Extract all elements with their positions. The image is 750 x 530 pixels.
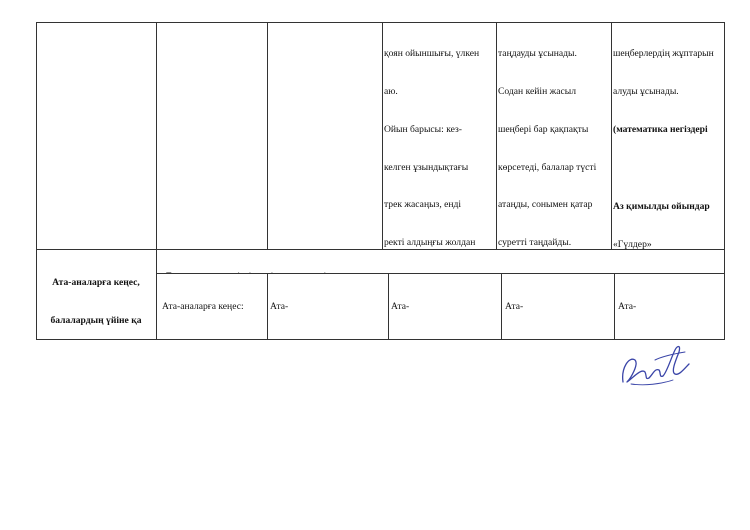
col4-line: қоян ойыншығы, үлкен <box>384 48 480 60</box>
table-left-border <box>36 22 37 340</box>
col6-line: алуды ұсынады. <box>613 85 679 97</box>
col-divider-1 <box>156 22 157 340</box>
col4-line: аю. <box>384 85 398 97</box>
label-line: балалардың үйіне қа <box>50 314 142 326</box>
advice-cell-4 <box>505 276 613 338</box>
col4-line: келген ұзындықтағы <box>384 161 469 173</box>
col-divider-3 <box>382 22 383 250</box>
subrow-divider <box>156 273 725 274</box>
signature-image <box>615 338 695 390</box>
col5-line: таңдауды ұсынады. <box>498 48 577 60</box>
col6-subject-label: (математика негіздері <box>613 123 708 135</box>
col6-game-type: Аз қимылды ойындар <box>613 200 710 212</box>
col6-line: шеңберлердің жұптарын <box>613 48 714 60</box>
parents-row-label <box>38 252 154 338</box>
col5-line: шеңбері бар қақпақты <box>498 123 589 135</box>
col5-line: суретті таңдайды. <box>498 237 572 249</box>
advice-cell-5 <box>618 276 723 338</box>
col5-line: көрсетеді, балалар түсті <box>498 161 597 173</box>
advice-line: Ата- <box>505 301 524 313</box>
activity-cell-col4 <box>384 23 496 249</box>
spacer <box>613 162 724 176</box>
label-line: Ата-аналарға кеңес, <box>52 277 140 289</box>
col6-game-name: «Гүлдер» <box>613 238 652 249</box>
advice-cell-3 <box>391 276 500 338</box>
col-divider-3b <box>388 273 389 340</box>
col-divider-4 <box>496 22 497 250</box>
col5-line: Содан кейін жасыл <box>498 85 576 97</box>
activity-cell-col6 <box>613 23 724 249</box>
col-divider-5 <box>611 22 612 250</box>
col-divider-4b <box>501 273 502 340</box>
col-divider-2 <box>267 22 268 250</box>
col-divider-5b <box>614 273 615 340</box>
advice-line: Ата- <box>391 301 410 313</box>
parents-summary <box>166 249 722 273</box>
advice-cell-2 <box>270 276 387 338</box>
col5-line: атаңды, сонымен қатар <box>498 199 593 211</box>
advice-line: Ата-аналарға кеңес: <box>162 301 244 313</box>
col4-line: ректі алдыңғы жолдан <box>384 237 476 249</box>
col4-line: трек жасаңыз, енді <box>384 199 462 211</box>
advice-line: Ата- <box>618 301 637 313</box>
summary-line <box>166 272 722 273</box>
advice-cell-1 <box>162 276 266 338</box>
activity-cell-col5 <box>498 23 611 249</box>
col4-line: Ойын барысы: кез- <box>384 123 462 135</box>
table-right-border <box>724 22 725 340</box>
advice-line: Ата- <box>270 301 289 313</box>
col-divider-2b <box>267 273 268 340</box>
